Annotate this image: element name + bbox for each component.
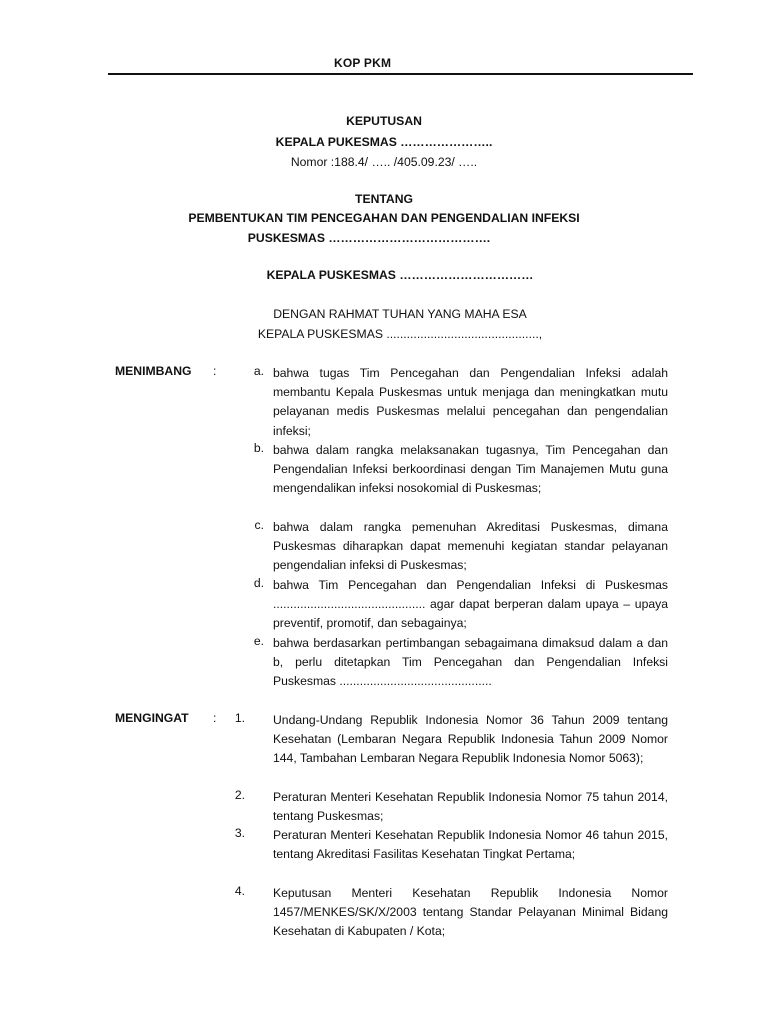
item-text: bahwa dalam rangka melaksanakan tugasnya, Tim Pencegahan dan Pengendalian Infeksi berkoordinasi dengan Tim Manajemen Mutu guna mengendalikan infeksi nosokomial di Puskesmas;: [273, 443, 668, 496]
item-text: Peraturan Menteri Kesehatan Republik Indonesia Nomor 75 tahun 2014, tentang Puskesmas;: [273, 790, 668, 824]
letterhead-rule: [108, 73, 693, 75]
menimbang-label: MENIMBANG: [115, 364, 192, 378]
decree-number: Nomor :188.4/ ….. /405.09.23/ …..: [290, 155, 478, 169]
item-text: Keputusan Menteri Kesehatan Republik Indonesia Nomor 1457/MENKES/SK/X/2003 tentang Standar Pelayanan Minimal Bidang Kesehatan di Kabupaten / Kota;: [273, 886, 668, 939]
item-marker: 2.: [234, 788, 245, 802]
subject-line-1: PEMBENTUKAN TIM PENCEGAHAN DAN PENGENDALIAN INFEKSI: [188, 211, 580, 225]
item-text: Undang-Undang Republik Indonesia Nomor 36 Tahun 2009 tentang Kesehatan (Lembaran Negara Republik Indonesia Tahun 2009 Nomor 144, Tambahan Lembaran Negara Republik Indonesia Nomor 5063);: [273, 713, 668, 766]
item-marker: a.: [253, 364, 264, 378]
decree-issuer-title: KEPALA PUKESMAS …………………..: [275, 135, 493, 149]
item-marker: 4.: [234, 884, 245, 898]
item-text: bahwa berdasarkan pertimbangan sebagaimana dimaksud dalam a dan b, perlu ditetapkan Tim Pencegahan dan Pengendalian Infeksi Puskesmas .............................................: [273, 636, 668, 689]
decree-title: KEPUTUSAN: [346, 114, 422, 128]
item-text: bahwa Tim Pencegahan dan Pengendalian Infeksi di Puskesmas ............................................. agar dapat berperan dalam upaya – upaya preventif, promotif, dan sebagainya;: [273, 578, 668, 631]
item-text: bahwa tugas Tim Pencegahan dan Pengendalian Infeksi adalah membantu Kepala Puskesmas untuk menjaga dan meningkatkan mutu pelayanan medis Puskesmas melalui pencegahan dan pengendalian infeksi;: [273, 366, 668, 438]
item-text: Peraturan Menteri Kesehatan Republik Indonesia Nomor 46 tahun 2015, tentang Akreditasi Fasilitas Kesehatan Tingkat Pertama;: [273, 828, 668, 862]
item-marker: 1.: [234, 711, 245, 725]
preamble-line-2: KEPALA PUSKESMAS .............................................,: [257, 327, 543, 341]
preamble-line-1: DENGAN RAHMAT TUHAN YANG MAHA ESA: [273, 307, 527, 321]
item-marker: 3.: [234, 826, 245, 840]
mengingat-label: MENGINGAT: [115, 711, 189, 725]
item-marker: b.: [253, 441, 264, 455]
subject-line-2: PUSKESMAS ………………………………….: [247, 231, 491, 245]
menimbang-colon: :: [213, 364, 217, 378]
item-text: bahwa dalam rangka pemenuhan Akreditasi Puskesmas, dimana Puskesmas diharapkan dapat memenuhi kegiatan standar pelayanan pengendalian infeksi di Puskesmas;: [273, 520, 668, 573]
subject-label: TENTANG: [355, 192, 413, 206]
issuer-heading: KEPALA PUSKESMAS ……………………………: [266, 268, 534, 282]
item-marker: e.: [253, 634, 264, 648]
item-marker: c.: [254, 518, 264, 532]
letterhead-label: KOP PKM: [334, 56, 392, 70]
mengingat-colon: :: [213, 711, 217, 725]
item-marker: d.: [253, 576, 264, 590]
